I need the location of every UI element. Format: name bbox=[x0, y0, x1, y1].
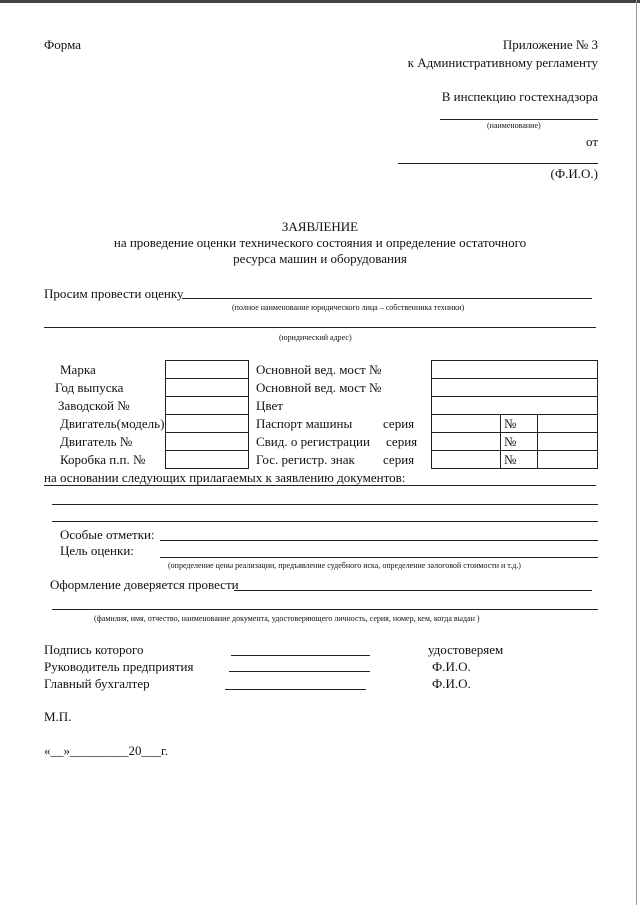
number-sign: № bbox=[504, 452, 517, 467]
mid-label-axle-1: Основной вед. мост № bbox=[256, 362, 382, 377]
head-signature-line[interactable] bbox=[229, 671, 370, 672]
inspection-name-hint: (наименование) bbox=[487, 121, 541, 130]
mid-label-passport: Паспорт машины bbox=[256, 416, 353, 431]
engine-number-box[interactable] bbox=[165, 432, 249, 451]
brand-box[interactable] bbox=[165, 360, 249, 379]
document-title: ЗАЯВЛЕНИЕ bbox=[281, 219, 359, 234]
mid-label-axle-2: Основной вед. мост № bbox=[256, 380, 382, 395]
documents-line-1[interactable] bbox=[44, 485, 596, 486]
inspection-name-line[interactable] bbox=[440, 119, 598, 120]
date-field[interactable]: «__»_________20___г. bbox=[44, 743, 169, 758]
series-label: серия bbox=[383, 452, 415, 467]
mid-label-registration: Свид. о регистрации bbox=[256, 434, 370, 449]
accountant-fio-label: Ф.И.О. bbox=[432, 676, 471, 691]
inspection-label: В инспекцию гостехнадзора bbox=[441, 89, 598, 104]
legal-address-hint: (юридический адрес) bbox=[279, 333, 352, 342]
entrust-line[interactable] bbox=[234, 590, 592, 591]
mid-label-color: Цвет bbox=[256, 398, 283, 413]
purpose-label: Цель оценки: bbox=[60, 543, 134, 558]
axle-2-box[interactable] bbox=[431, 378, 598, 397]
special-notes-label: Особые отметки: bbox=[60, 527, 155, 542]
head-fio-label: Ф.И.О. bbox=[432, 659, 471, 674]
request-label: Просим провести оценку bbox=[44, 286, 184, 301]
entrust-details-line[interactable] bbox=[52, 609, 598, 610]
passport-series-box[interactable] bbox=[431, 414, 501, 433]
documents-label: на основании следующих прилагаемых к заявлению документов: bbox=[44, 470, 406, 485]
title-line-1: на проведение оценки технического состояния и определение остаточного bbox=[113, 235, 527, 250]
entrust-label: Оформление доверяется провести bbox=[50, 577, 239, 592]
left-label-year: Год выпуска bbox=[55, 380, 124, 395]
title-line-2: ресурса машин и оборудования bbox=[233, 251, 407, 266]
registration-series-box[interactable] bbox=[431, 432, 501, 451]
signature-whose-label: Подпись которого bbox=[44, 642, 144, 657]
from-label: от bbox=[585, 134, 598, 149]
number-sign: № bbox=[504, 434, 517, 449]
seal-label: М.П. bbox=[44, 709, 72, 724]
gearbox-box[interactable] bbox=[165, 450, 249, 469]
left-label-brand: Марка bbox=[60, 362, 96, 377]
signature-line-1[interactable] bbox=[231, 655, 370, 656]
year-box[interactable] bbox=[165, 378, 249, 397]
documents-line-2[interactable] bbox=[52, 504, 598, 505]
left-label-engine-model: Двигатель(модель) bbox=[60, 416, 165, 431]
color-box[interactable] bbox=[431, 396, 598, 415]
mid-label-plate: Гос. регистр. знак bbox=[256, 452, 355, 467]
applicant-fio-line[interactable] bbox=[398, 163, 598, 164]
fio-hint: (Ф.И.О.) bbox=[550, 166, 598, 181]
axle-1-box[interactable] bbox=[431, 360, 598, 379]
special-notes-line[interactable] bbox=[160, 540, 598, 541]
left-label-engine-number: Двигатель № bbox=[60, 434, 133, 449]
head-label: Руководитель предприятия bbox=[44, 659, 194, 674]
left-label-serial: Заводской № bbox=[58, 398, 130, 413]
legal-address-line[interactable] bbox=[44, 327, 596, 328]
accountant-label: Главный бухгалтер bbox=[44, 676, 150, 691]
owner-name-hint: (полное наименование юридического лица – собственника техники) bbox=[232, 303, 465, 312]
documents-line-3[interactable] bbox=[52, 521, 598, 522]
scan-right-edge bbox=[636, 0, 637, 905]
number-sign: № bbox=[504, 416, 517, 431]
certify-label: удостоверяем bbox=[428, 642, 504, 657]
series-label: серия bbox=[386, 434, 418, 449]
passport-number-box[interactable] bbox=[537, 414, 598, 433]
entrust-hint: (фамилия, имя, отчество, наименование документа, удостоверяющего личность, серия, номер, кем, когда выдан ) bbox=[94, 614, 480, 623]
form-label: Форма bbox=[44, 37, 81, 52]
scan-top-edge bbox=[0, 0, 640, 3]
plate-series-box[interactable] bbox=[431, 450, 501, 469]
serial-box[interactable] bbox=[165, 396, 249, 415]
appendix-label: Приложение № 3 bbox=[502, 37, 598, 52]
purpose-hint: (определение цены реализации, предъявление судебного иска, определение залоговой стоимости и т.д.) bbox=[168, 561, 521, 570]
left-label-gearbox: Коробка п.п. № bbox=[60, 452, 146, 467]
regulation-label: к Административному регламенту bbox=[407, 55, 598, 70]
accountant-signature-line[interactable] bbox=[225, 689, 366, 690]
series-label: серия bbox=[383, 416, 415, 431]
purpose-line[interactable] bbox=[160, 557, 598, 558]
engine-model-box[interactable] bbox=[165, 414, 249, 433]
owner-name-line[interactable] bbox=[182, 298, 592, 299]
registration-number-box[interactable] bbox=[537, 432, 598, 451]
plate-number-box[interactable] bbox=[537, 450, 598, 469]
